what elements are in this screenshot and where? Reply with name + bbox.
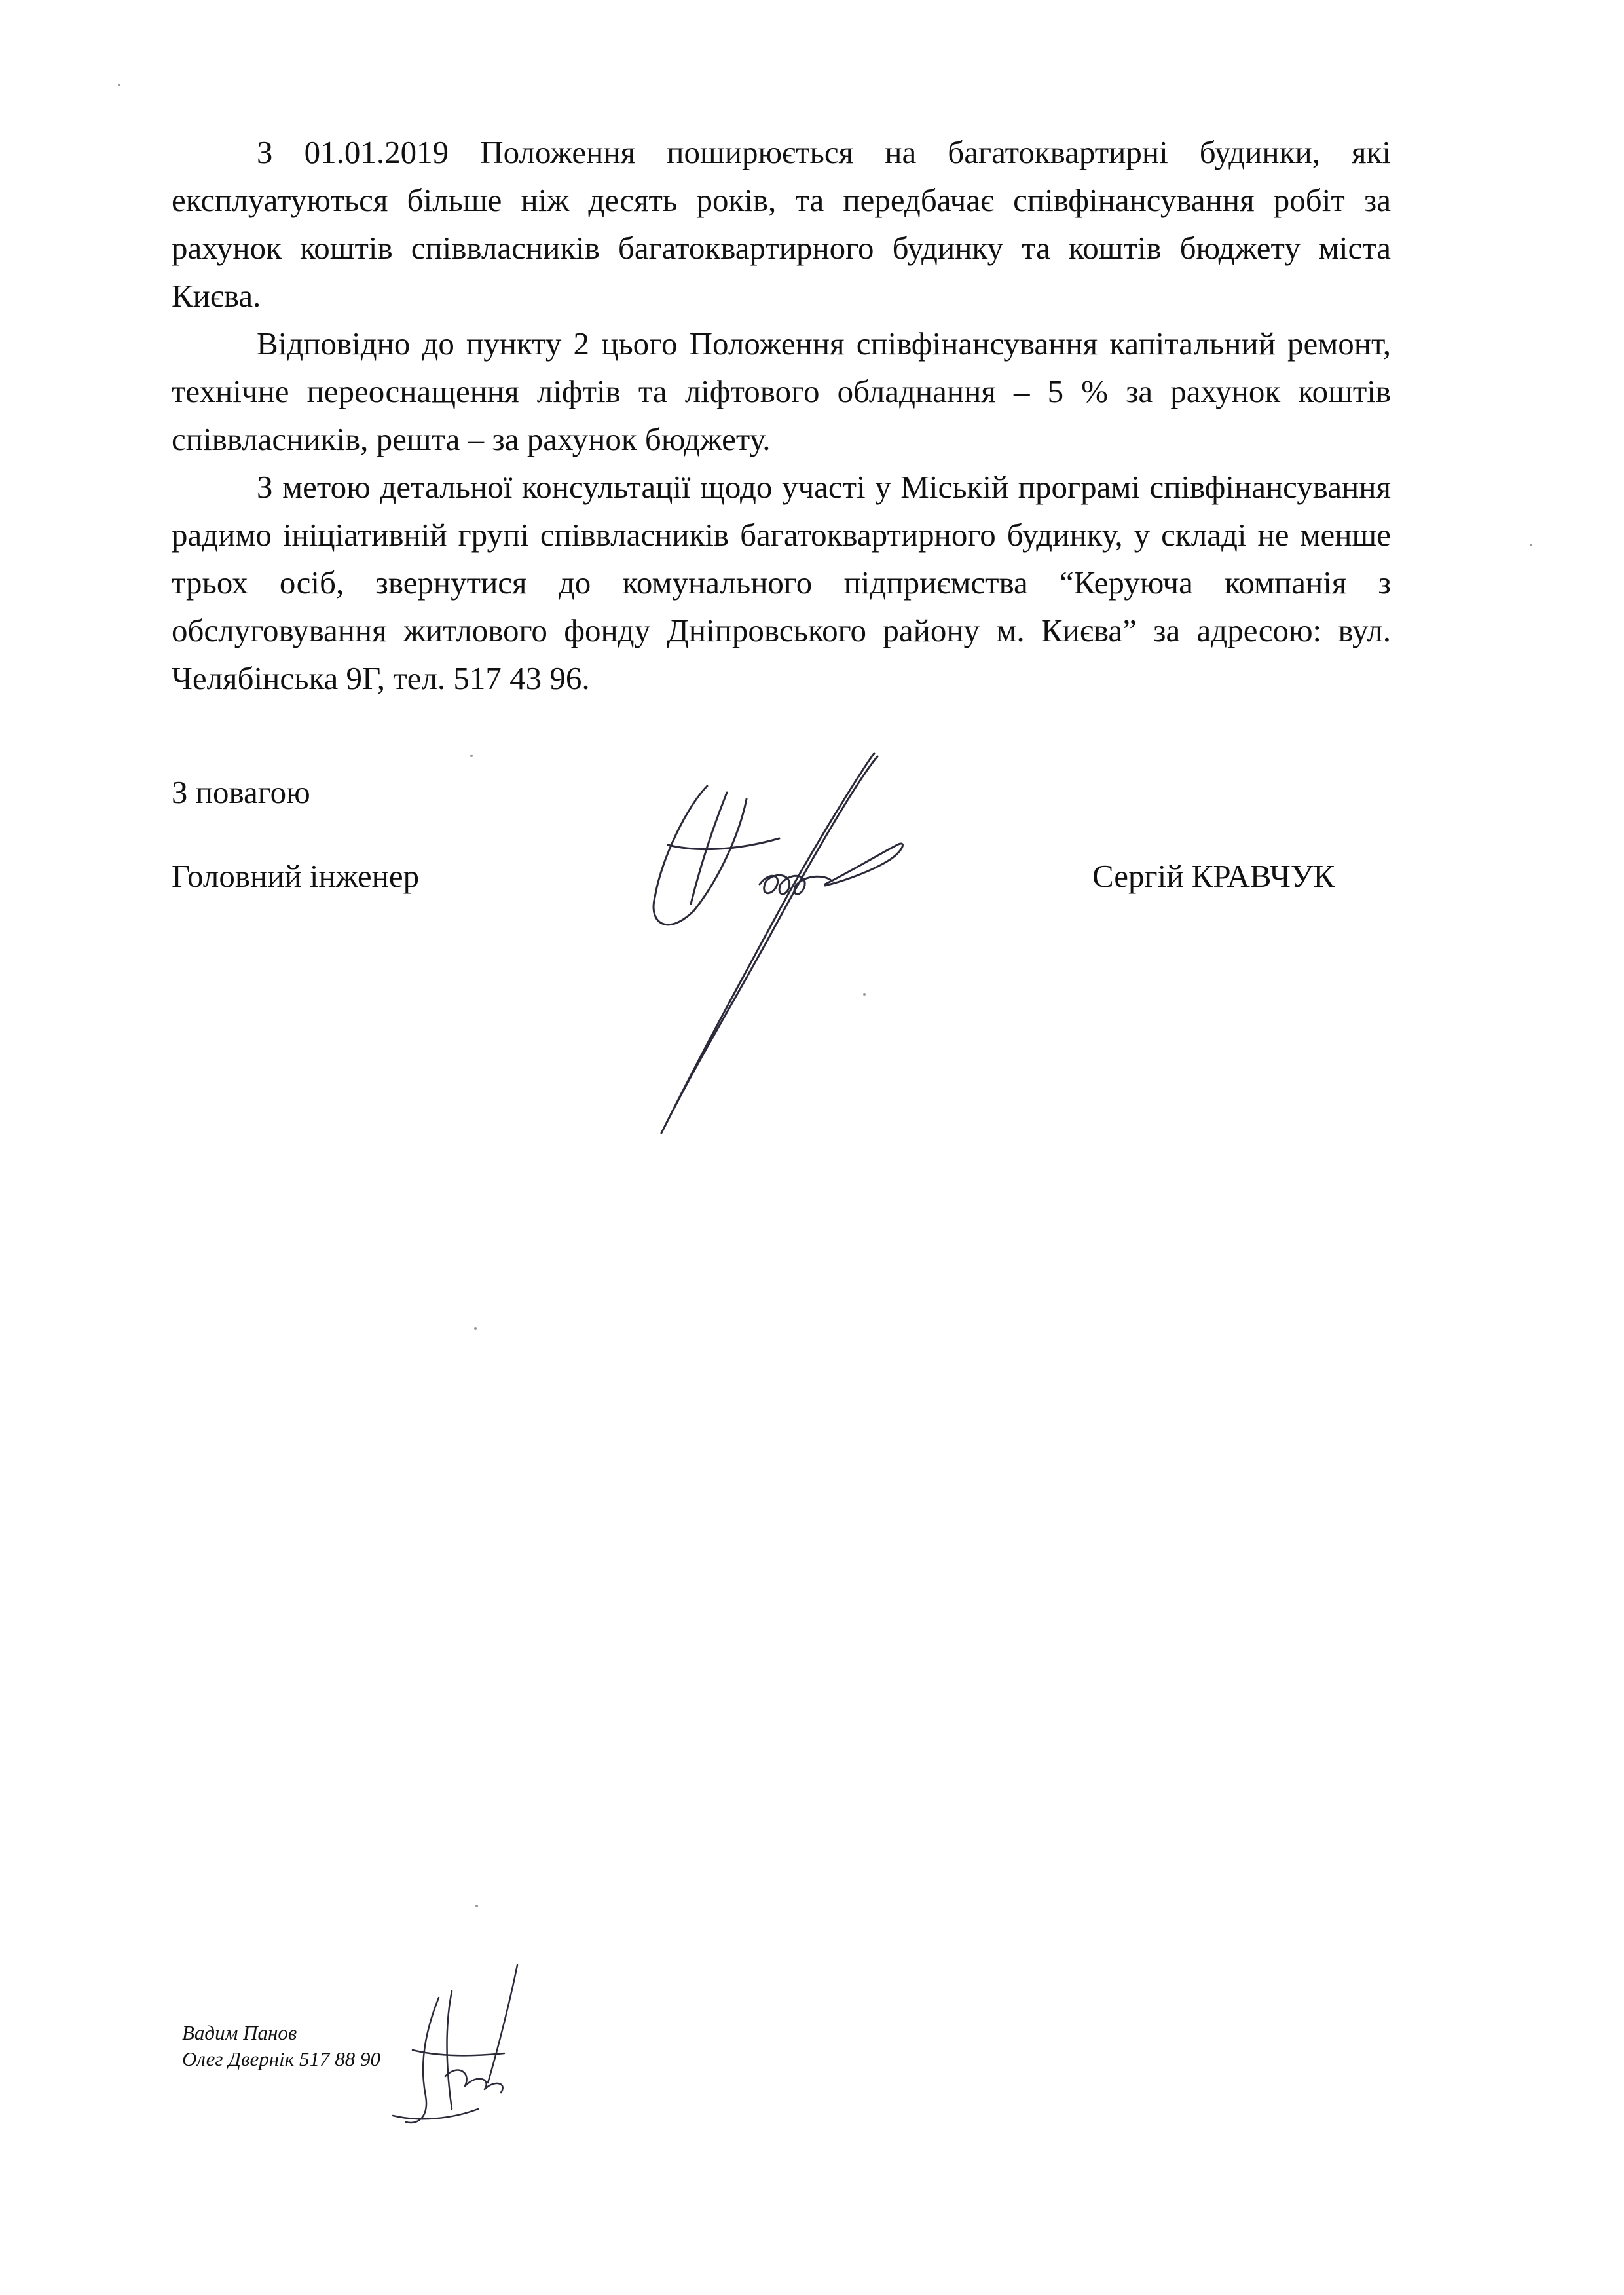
signer-name: Сергій КРАВЧУК (1092, 858, 1335, 894)
signature-icon (629, 740, 969, 1146)
scan-speck (1530, 544, 1532, 546)
signer-position: Головний інженер (172, 858, 420, 894)
paragraph-2: Відповідно до пункту 2 цього Положення співфінансування капітальний ремонт, технічне переоснащення ліфтів та ліфтового обладнання – 5 % за рахунок коштів співвласників, решта – за рахунок бюджету. (172, 326, 1391, 457)
scan-speck (474, 1327, 477, 1330)
scan-speck (118, 84, 120, 86)
scan-speck (863, 993, 866, 996)
closing-salutation: З повагою (172, 774, 310, 810)
letter-body (172, 128, 1391, 702)
initials-icon (380, 1958, 537, 2135)
scan-speck (475, 1905, 478, 1907)
scan-speck (470, 755, 473, 757)
footer-contacts (182, 2020, 380, 2072)
paragraph-1: З 01.01.2019 Положення поширюється на багатоквартирні будинки, які експлуатуються більше ніж десять років, та передбачає співфінансування робіт за рахунок коштів співвласників багатоквартирного будинку та коштів бюджету міста Києва. (172, 134, 1391, 314)
footer-contact-2: Олег Двернік 517 88 90 (182, 2047, 380, 2070)
footer-contact-1: Вадим Панов (182, 2021, 297, 2044)
paragraph-3: З метою детальної консультації щодо участі у Міській програмі співфінансування радимо ініціативній групі співвласників багатоквартирного будинку, у складі не менше трьох осіб, звернутися до комунального підприємства “Керуюча компанія з обслуговування житлового фонду Дніпровського району м. Києва” за адресою: вул. Челябінська 9Г, тел. 517 43 96. (172, 469, 1391, 696)
